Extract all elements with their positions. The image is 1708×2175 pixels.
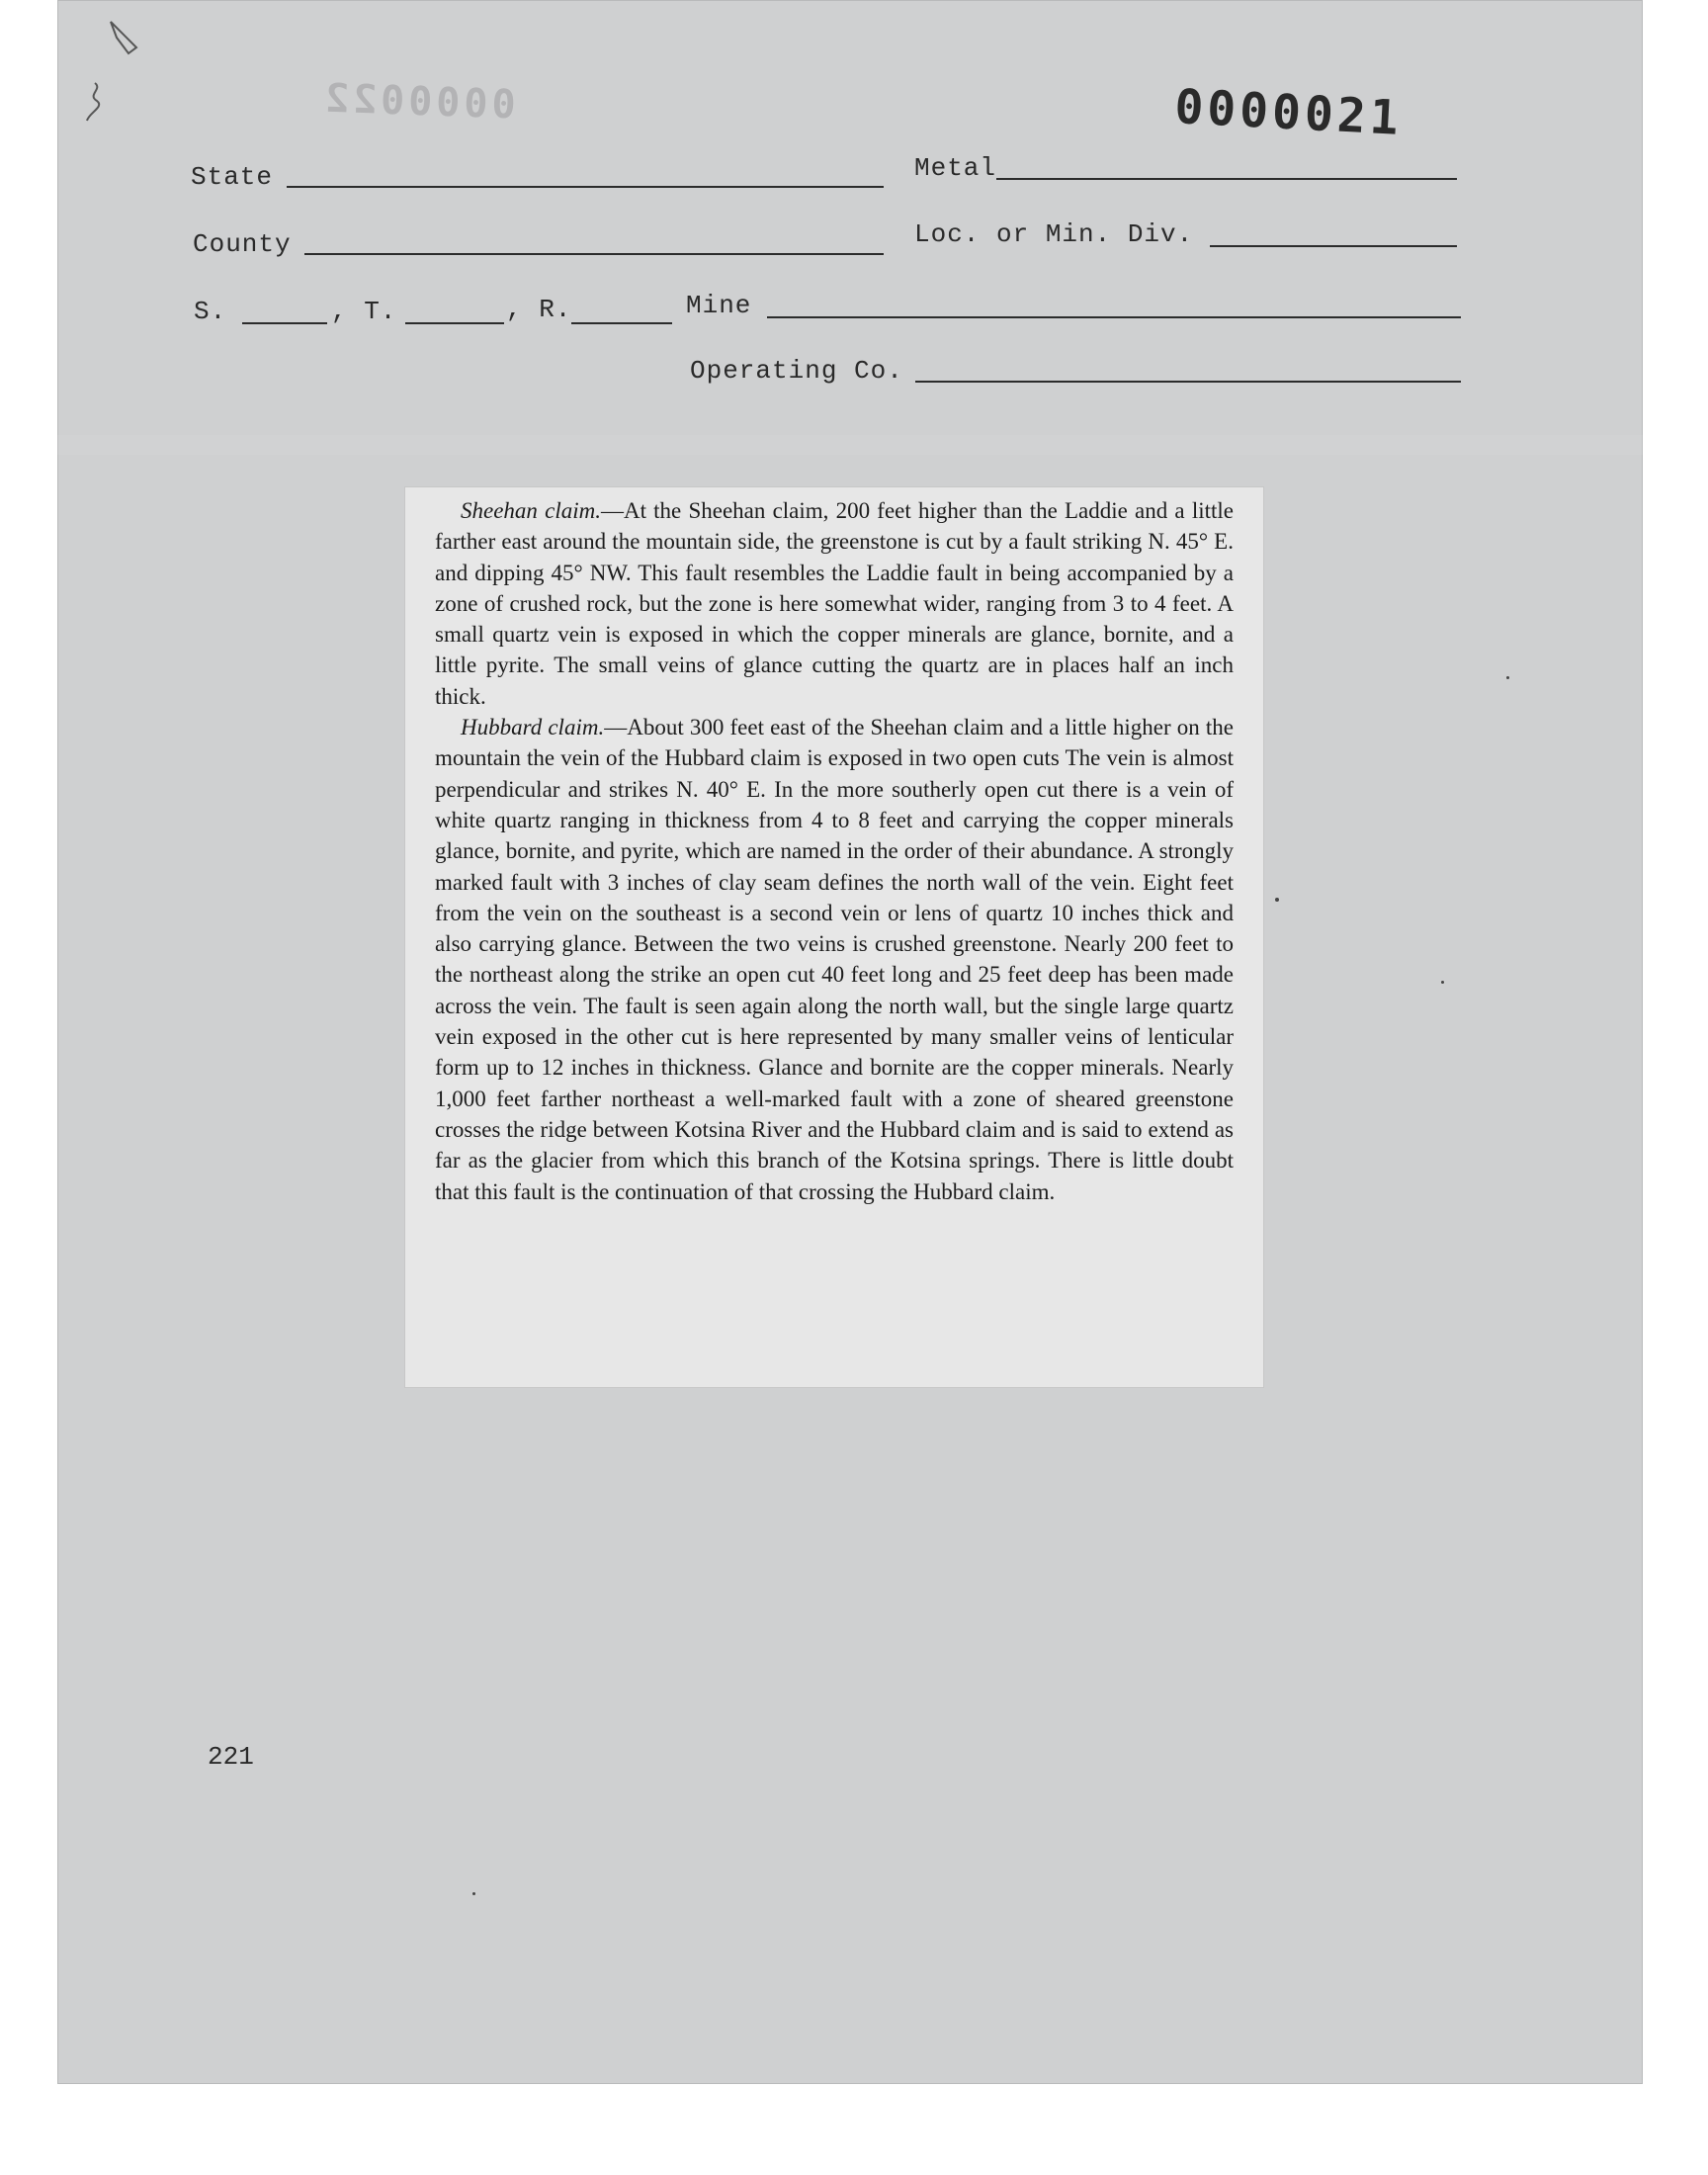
corner-fold-mark xyxy=(107,18,142,57)
mine-field-line xyxy=(767,316,1461,318)
sheehan-paragraph xyxy=(435,495,1234,712)
loc-field-line xyxy=(1210,245,1457,247)
county-label: County xyxy=(193,229,292,259)
operating-co-field-line xyxy=(915,381,1461,383)
township-label: , T. xyxy=(331,297,397,326)
hubbard-heading: Hubbard claim. xyxy=(461,715,605,740)
page-number: 221 xyxy=(208,1742,254,1772)
dust-speck xyxy=(472,1892,475,1895)
dust-speck xyxy=(1506,676,1509,679)
section-label: S. xyxy=(194,297,227,326)
section-field-line xyxy=(242,322,327,324)
dust-speck xyxy=(1441,981,1444,984)
dust-speck xyxy=(1275,898,1279,902)
state-label: State xyxy=(191,162,274,192)
metal-field-line xyxy=(996,178,1457,180)
clipping-text xyxy=(435,495,1234,1207)
sheehan-body: —At the Sheehan claim, 200 feet higher than the Laddie and a little farther east around the mountain side, the greenstone is cut by a fault striking N. 45° E. and dipping 45° NW. This fault resembles the Laddie fault in being accompanied by a zone of crushed rock, but the zone is here somewhat wider, ranging from 3 to 4 feet. A small quartz vein is exposed in which the copper minerals are glance, bornite, and a little pyrite. The small veins of glance cutting the quartz are in places half an inch thick. xyxy=(435,498,1234,709)
range-label: , R. xyxy=(506,295,572,324)
metal-label: Metal xyxy=(914,153,997,183)
township-field-line xyxy=(405,322,504,324)
serial-number: 0000021 xyxy=(1173,79,1404,146)
hubbard-body: —About 300 feet east of the Sheehan claim and a little higher on the mountain the vein of the Hubbard claim is exposed in two open cuts The vein is almost perpendicular and strikes N. 40° E. In the more southerly open cut there is a vein of white quartz ranging in thickness from 4 to 8 feet and carrying the copper minerals glance, bornite, and pyrite, which are named in the order of their abundance. A strongly marked fault with 3 inches of clay seam defines the north wall of the vein. Eight feet from the vein on the southeast is a second vein or lens of quartz 10 inches thick and also carrying glance. Between the two veins is crushed greenstone. Nearly 200 feet to the northeast along the strike an open cut 40 feet long and 25 feet deep has been made across the vein. The fault is seen again along the north wall, but the single large quartz vein exposed in the other cut is here represented by many smaller veins of lenticular form up to 12 inches in thickness. Glance and bornite are the copper minerals. Nearly 1,000 feet farther northeast a well-marked fault with a zone of sheared greenstone crosses the ridge between Kotsina River and the Hubbard claim and is said to extend as far as the glacier from which this branch of the Kotsina springs. There is little doubt that this fault is the continuation of that crossing the Hubbard claim. xyxy=(435,715,1234,1204)
range-field-line xyxy=(571,322,672,324)
ghost-serial-number: 0000022 xyxy=(320,75,517,129)
mine-label: Mine xyxy=(686,291,752,320)
hubbard-paragraph xyxy=(435,712,1234,1207)
state-field-line xyxy=(287,186,884,188)
county-field-line xyxy=(304,253,884,255)
operating-co-label: Operating Co. xyxy=(690,356,903,386)
pencil-mark xyxy=(83,81,107,123)
loc-label: Loc. or Min. Div. xyxy=(914,219,1194,249)
scan-band xyxy=(57,435,1643,455)
text-clipping xyxy=(405,487,1263,1387)
sheehan-heading: Sheehan claim. xyxy=(461,498,601,523)
